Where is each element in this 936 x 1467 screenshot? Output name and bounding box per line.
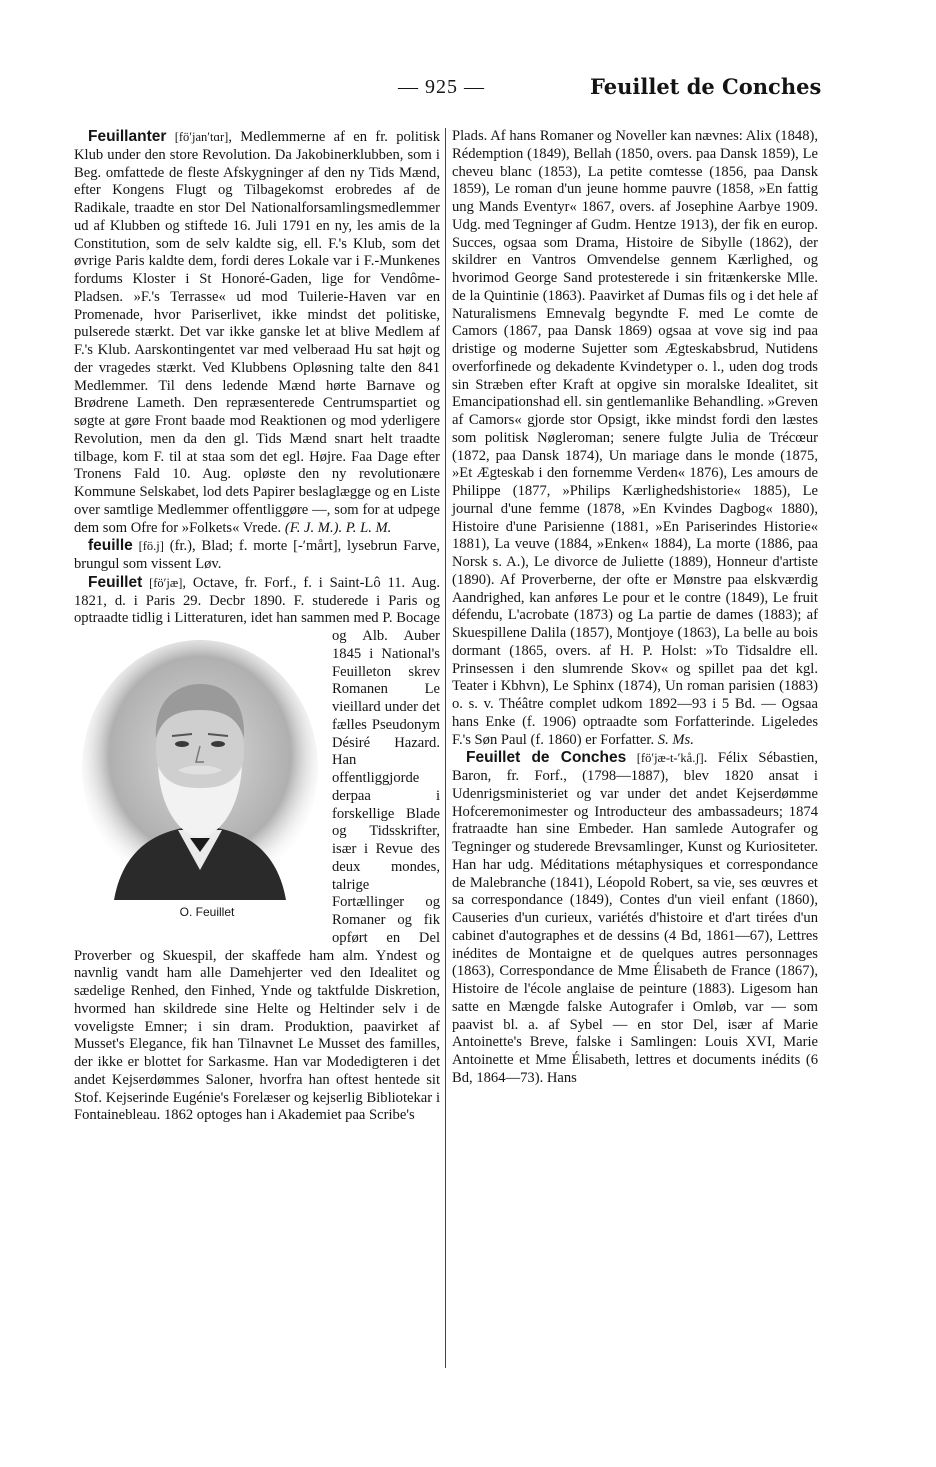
pronunciation: [fö′jan′tɑr] <box>174 130 229 144</box>
portrait-image <box>74 638 326 900</box>
figure-caption: O. Feuillet <box>179 905 235 919</box>
pronunciation: [fö′jæ-t-′kå.ʃ] <box>636 751 704 766</box>
author-signature: S. Ms. <box>657 731 694 748</box>
left-column <box>74 128 440 1125</box>
headword-feuille: feuille <box>88 537 133 555</box>
entry-body: , Medlemmerne af en fr. politisk Klub under den store Revolution. Da Jakobinerklubben, som i Beg. omfattede de fleste Afskygninger af den ny Tids Mænd, efter Kongens Flugt og Tilbagekomst erobredes af de Radikale, traadte en stor Del Nationalforsamlingsmedlemmer ud af Klubben og stiftede 16. Juli 1791 en ny, les amis de la Constitution, som de selv kaldte sig, ell. F.'s Klub, som det øvrige Paris kaldte dem, fordi deres Lokale var i F.-Munkenes fordums Kloster i St Honoré-Gaden, lige for Vendôme-Pladsen. »F.'s Terrasse« ud mod Tuilerie-Haven var en Promenade, hvor Pariserlivet, ikke mindst det politiske, pulserede stærkt. Det var ikke ganske let at blive Medlem af F.'s Klub. Aarskontingentet var med velberaad Hu sat højt og der vragedes stærkt. Ved Klubbens Opløsning talte den 841 Medlemmer. Til dens ledende Mænd hørte Barnave og Brødrene Lameth. Den repræsenterede Centrumspartiet og søgte at gøre Front baade mod Reaktionen og mod yderligere Revolution, men da den gl. Tids Mænd snart helt traadte tilbage, kom F. til at staa som det egl. Højre. Faa Dage efter Tronens Fald 10. Aug. opløste den ny revolutionære Kommune Selskabet, lod dets Papirer beslaglægge og en Liste over samtlige Medlemmer offentliggøre —, som for at udpege dem som Ofre for »Folkets« Vrede. <box>74 129 440 536</box>
page-number: — 925 — <box>398 76 485 98</box>
headword-feuillet-de-conches: Feuillet de Conches <box>466 749 627 767</box>
entry-body-continued: og Alb. Auber 1845 i National's Feuilleton skrev Romanen Le vieillard under det fælles Pseudonym Désiré Hazard. Han offentliggjorde derpaa i forskellige Blade og Tidsskrifter, især i Revue des deux mondes, talrige Fortællinger og Romaner og fik opført en Del Proverber og Skuespil, der skaffede ham alm. Yndest og navnlig vandt ham alle Damehjerter ved den Idealitet og sædelige Renhed, den Finhed, Ynde og taktfulde Diskretion, hvormed han skildrede sine Helte og Heltinder selv i de voveligste Emner; i sin dram. Produktion, paavirket af Musset's Elegance, fik han Tilnavnet Le Musset des familles, der ikke er blottet for Sarkasme. Han var Modedigteren i det andet Kejserdømmes Saloner, hvorfra han oftest hentede sit Stof. Kejserinde Eugénie's Forelæser og kejserlig Bibliotekar i Fontainebleau. 1862 optoges han i Akademiet paa Scribe's <box>74 628 440 1124</box>
column-divider <box>445 128 446 1368</box>
entry-body: . Félix Sébastien, Baron, fr. Forf., (1798—1887), blev 1820 ansat i Udenrigsministeriet og var under det andet Kejserdømme Hofceremonimester og Introducteur des ambassadeurs; 1874 fratraadte han sine Embeder. Han samlede Autografer og Tegninger og studerede Brevsamlinger, Kunst og Kuriositeter. Han har udg. Méditations métaphysiques et correspondance de Malebranche (1841), Léopold Robert, sa vie, ses œuvres et sa correspondance (1849), Contes d'un vieil enfant (1860), Causeries d'un curieux, variétés d'histoire et d'art tirées d'un cabinet d'autographes et de dessins (4 Bd, 1861—67), Lettres inédites de Montaigne et de quelques autres personnages (1863), Correspondance de Mme Élisabeth de France (1867), Histoire de l'école anglaise de peinture (1883). Ligesom han satte en Mængde falske Autografer i Omløb, var — som paavist bl. a. af Sybel — en stor Del, især af Marie Antoinette's Breve, falske i Samlingen: Louis XVI, Marie Antoinette et Mme Élisabeth, lettres et documents inédits (6 Bd, 1864—73). Hans <box>452 750 818 1086</box>
pronunciation: [fö′jæ] <box>149 575 183 590</box>
entry-body: Plads. Af hans Romaner og Noveller kan nævnes: Alix (1848), Rédemption (1849), Bellah (1850, overs. paa Dansk 1859), Le cheveu blanc (1853), La petite comtesse (1856, paa Dansk 1859), Le roman d'un jeune homme pauvre (1858, »En fattig ung Mands Eventyr« 1867, overs. af Josephine Aarbye 1909. Udg. med Tegninger af Gudm. Hentze 1913), der fik en europ. Succes, ogsaa som Drama, Histoire de Sibylle (1862), der skildrer en Vantros Omvendelse gennem Kærlighed, og hvorimod George Sand protesterede i sin fritænkerske Mlle. de la Quintinie (1863). Paavirket af Dumas fils og i det hele af Naturalismens Emnevalg begyndte F. med Le comte de Camors (1867, paa Dansk 1869) ogsaa at vove sig ind paa dristige og moderne Sujetter som Ægteskabsbrud, Nutidens overforfinede og dekadente Kvindetyper o. l., uden dog trods sin Stræben efter Kraft at opgive sin moralske Idealitet, sit Emancipationshad ell. sin gentlemanlike Behandling. »Greven af Camors« gjorde stor Opsigt, ikke mindst fordi den læstes som politisk Nøgleroman; senere fulgte Julia de Trécœur (1872, paa Dansk 1874), Un mariage dans le monde (1875, »Et Ægteskab i den fornemme Verden« 1876), Les amours de Philippe (1877, »Philips Kærlighedshistorie« 1885), Le journal d'une femme (1878, »En Kvindes Dagbog« 1880), Histoire d'une Parisienne (1881, »En Pariserindes Historie« 1881), La veuve (1884, »Enken« 1884), La morte (1886, paa Norsk s. A.), Le divorce de Juliette (1889), Honneur d'artiste (1890). Af Proverberne, der ofte er Mønstre paa elskværdig Aandrighed, kan anføres Le pour et le contre (1849), Le fruit défendu, L'acrobate (1873) og La partie de dames (1883); af Skuespillene Dalila (1857), Montjoye (1863), La belle au bois dormant (1865, overs. af H. P. Holst: »To Tidsaldre ell. Prinsessen i den slumrende Skov« og spillet paa det kgl. Teater i Kbhvn), Le Sphinx (1874), Un roman parisien (1883) o. s. v. Théâtre complet udkom 1892—93 i 5 Bd. — Ogsaa hans Enke (f. 1906) optraadte som Forfatterinde. Ligeledes F.'s Søn Paul (f. 1860) er Forfatter. <box>452 128 818 748</box>
running-head: Feuillet de Conches <box>590 74 822 99</box>
right-column <box>452 128 818 1088</box>
entry-feuillet <box>74 574 440 1125</box>
entry-body: (fr.), Blad; f. morte [-′mårt], lysebrun Farve, brungul som vissent Løv. <box>74 538 440 572</box>
pronunciation: [fö.j] <box>138 539 164 554</box>
page-header <box>0 72 936 104</box>
entry-feuillet-de-conches <box>452 749 818 1087</box>
author-signature: (F. J. M.). P. L. M. <box>284 519 392 536</box>
headword-feuillet: Feuillet <box>88 573 143 591</box>
entry-feuille <box>74 537 440 574</box>
entry-feuillanter <box>74 128 440 537</box>
entry-body: , Octave, fr. Forf., f. i Saint-Lô 11. Aug. 1821, d. i Paris 29. Decbr 1890. F. studerede i Paris og optraadte tidlig i Litteraturen, idet han sammen med P. Bocage <box>74 574 440 627</box>
headword-feuillanter: Feuillanter <box>88 128 167 145</box>
portrait-figure <box>74 638 326 936</box>
entry-feuillet-continued <box>452 128 818 749</box>
